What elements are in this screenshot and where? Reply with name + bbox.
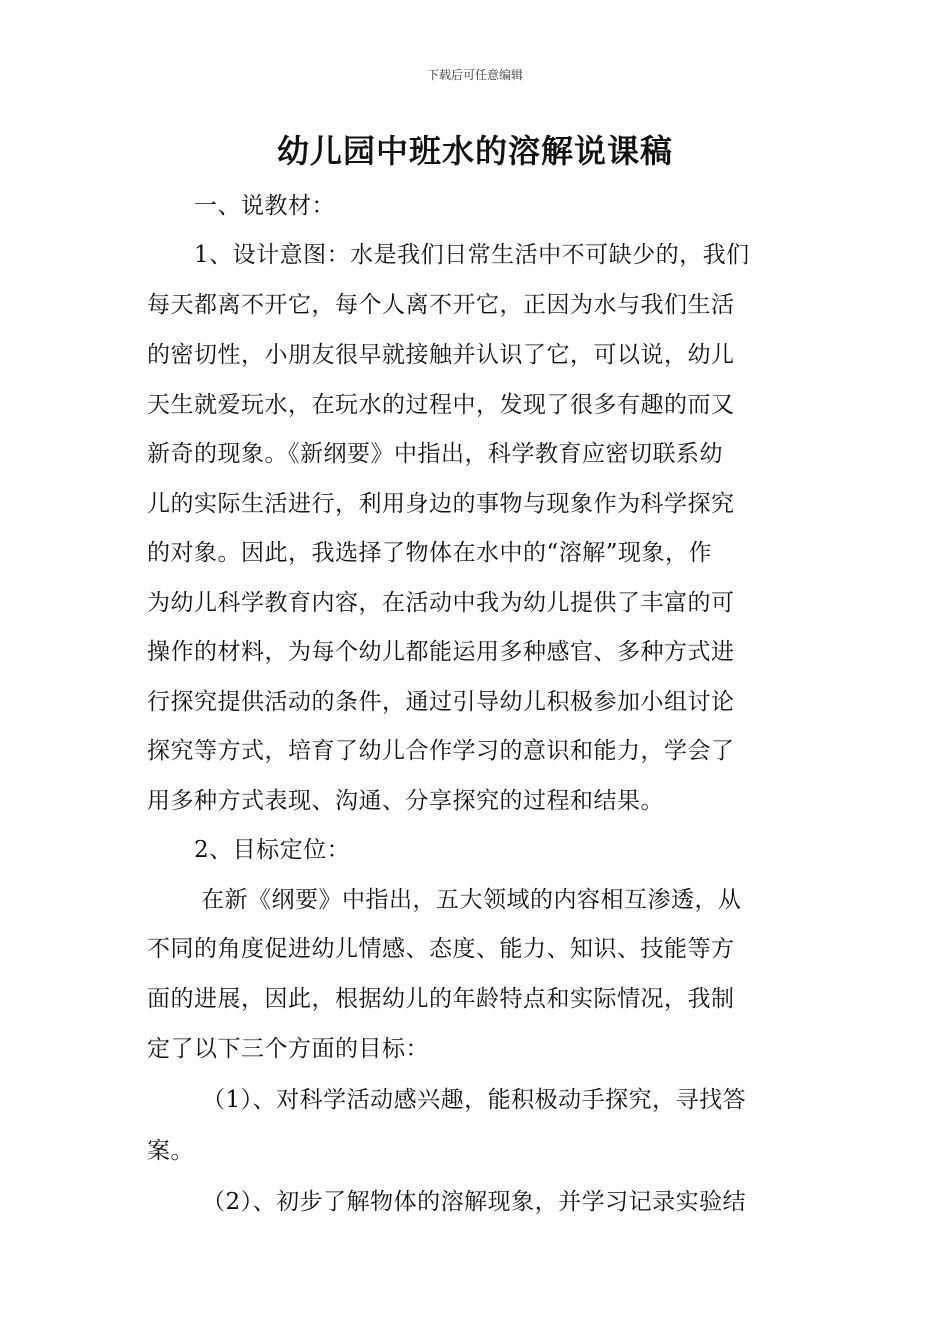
document-title: 幼儿园中班水的溶解说课稿 [276, 132, 673, 170]
paragraph-line: 定了以下三个方面的目标： [147, 1036, 429, 1062]
paragraph-line: 1、设计意图：水是我们日常生活中不可缺少的，我们 [194, 242, 750, 268]
page-header-note: 下载后可任意编辑 [426, 68, 523, 82]
goal-item-1: （1）、对科学活动感兴趣，能积极动手探究，寻找答 [202, 1087, 747, 1113]
paragraph-line: 在新《纲要》中指出，五大领域的内容相互渗透，从 [201, 887, 742, 913]
paragraph-line: 天生就爱玩水，在玩水的过程中，发现了很多有趣的而又 [147, 392, 735, 418]
paragraph-line: 儿的实际生活进行，利用身边的事物与现象作为科学探究 [147, 491, 735, 517]
paragraph-line: 探究等方式，培育了幼儿合作学习的意识和能力，学会了 [147, 738, 735, 764]
goal-item-2: （2）、初步了解物体的溶解现象，并学习记录实验结 [202, 1189, 747, 1215]
paragraph-line: 的对象。因此，我选择了物体在水中的“溶解”现象，作 [147, 540, 713, 566]
section-heading-goals: 2、目标定位： [194, 837, 351, 863]
paragraph-line: 面的进展，因此，根据幼儿的年龄特点和实际情况，我制 [147, 986, 735, 1012]
paragraph-line: 的密切性，小朋友很早就接触并认识了它，可以说，幼儿 [147, 342, 735, 368]
section-heading-teaching-material: 一、说教材： [194, 193, 335, 219]
paragraph-line: 为幼儿科学教育内容，在活动中我为幼儿提供了丰富的可 [147, 590, 735, 616]
paragraph-line: 行探究提供活动的条件，通过引导幼儿积极参加小组讨论 [147, 689, 735, 715]
paragraph-line: 案。 [147, 1138, 194, 1164]
paragraph-line: 操作的材料，为每个幼儿都能运用多种感官、多种方式进 [147, 639, 735, 665]
paragraph-line: 每天都离不开它，每个人离不开它，正因为水与我们生活 [147, 292, 735, 318]
paragraph-line: 新奇的现象。《新纲要》中指出，科学教育应密切联系幼 [147, 441, 723, 467]
paragraph-line: 不同的角度促进幼儿情感、态度、能力、知识、技能等方 [147, 936, 735, 962]
paragraph-line: 用多种方式表现、沟通、分享探究的过程和结果。 [147, 788, 664, 814]
